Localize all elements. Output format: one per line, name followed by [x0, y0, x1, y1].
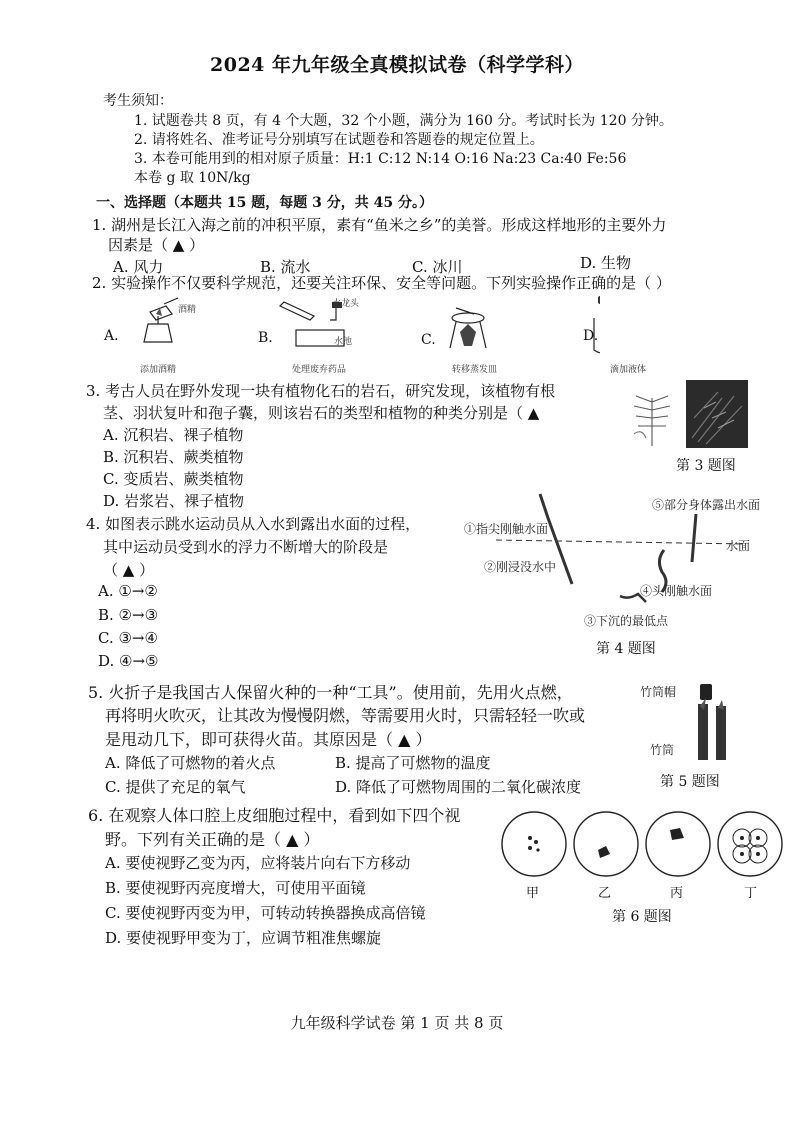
q4-caption: 第 4 题图	[596, 641, 656, 657]
q6-stem-line-2: 野。下列有关正确的是（ ▲ ）	[105, 830, 320, 849]
q6-caption: 第 6 题图	[612, 909, 672, 925]
q3-option-a: A. 沉积岩、裸子植物	[103, 426, 244, 444]
q4-label-5: ⑤部分身体露出水面	[652, 498, 761, 512]
q6-option-a: A. 要使视野乙变为丙，应将装片向右下方移动	[105, 854, 411, 872]
q3-option-c: C. 变质岩、蕨类植物	[103, 470, 244, 488]
notice-heading: 考生须知：	[103, 93, 173, 109]
water-surface-line	[496, 540, 746, 544]
q3-fossil-figure	[622, 378, 750, 450]
q5-stem-line-2: 再将明火吹灭，让其改为慢慢阴燃，等需要用火时，只需轻轻一吹或	[105, 706, 586, 725]
q4-label-2: ②刚浸没水中	[484, 560, 557, 574]
q2-option-d: D.	[583, 328, 599, 344]
q6-field-label-yi: 乙	[598, 886, 612, 901]
q4-stem-line-2: 其中运动员受到水的浮力不断增大的阶段是	[103, 538, 389, 556]
q4-label-3: ③下沉的最低点	[584, 614, 669, 628]
notice-line-1: 1. 试题卷共 8 页，有 4 个大题，32 个小题，满分为 160 分。考试时长为 120 分钟。	[134, 113, 673, 129]
q3-option-d: D. 岩浆岩、裸子植物	[103, 492, 245, 510]
q2-caption-c: 转移蒸发皿	[452, 365, 498, 375]
q2-caption-b: 处理废弃药品	[292, 365, 347, 375]
notice-line-4: 本卷 g 取 10N/kg	[134, 170, 251, 186]
q5-stem-line-3: 是甩动几下，即可获得火苗。其原因是（ ▲ ）	[105, 730, 432, 749]
q6-field-label-ding: 丁	[744, 886, 758, 901]
q3-stem-line-2: 茎、羽状复叶和孢子囊，则该岩石的类型和植物的种类分别是（ ▲	[103, 404, 540, 422]
q2-option-b: B.	[258, 330, 273, 346]
q6-stem-line-1: 6. 在观察人体口腔上皮细胞过程中，看到如下四个视	[88, 806, 461, 825]
q2-label-sink: 水池	[334, 337, 353, 347]
notice-line-2: 2. 请将姓名、准考证号分别填写在试题卷和答题卷的规定位置上。	[134, 132, 544, 148]
q6-option-c: C. 要使视野丙变为甲，可转动转换器换成高倍镜	[105, 904, 426, 922]
q1-option-d: D. 生物	[580, 254, 632, 272]
field-ding	[718, 812, 782, 876]
page-footer: 九年级科学试卷 第 1 页 共 8 页	[290, 1014, 504, 1032]
q5-stem-line-1: 5. 火折子是我国古人保留火种的一种“工具”。使用前，先用火点燃，	[88, 683, 573, 702]
q6-option-b: B. 要使视野丙亮度增大，可使用平面镜	[105, 879, 366, 897]
q3-option-b: B. 沉积岩、蕨类植物	[103, 448, 244, 466]
q4-label-1: ①指尖刚触水面	[464, 522, 549, 536]
q6-field-label-jia: 甲	[526, 886, 540, 901]
fossil-photo	[686, 380, 748, 448]
q5-label-tube: 竹筒	[650, 743, 675, 757]
tripod-figure	[450, 308, 486, 348]
q1-stem-line-1: 1. 湖州是长江入海之前的冲积平原，素有“鱼米之乡”的美誉。形成这样地形的主要外力	[92, 216, 667, 234]
page-title: 2024 年九年级全真模拟试卷（科学学科）	[210, 54, 584, 76]
q6-microscope-fields	[494, 808, 784, 880]
dropper-figure	[594, 296, 600, 353]
q5-option-a: A. 降低了可燃物的着火点	[105, 754, 276, 772]
alcohol-lamp-figure	[144, 298, 178, 342]
notice-line-3: 3. 本卷可能用到的相对原子质量：H:1 C:12 N:14 O:16 Na:23 Ca:40 Fe:56	[134, 151, 627, 167]
q2-caption-d: 滴加液体	[610, 365, 647, 375]
q4-option-d: D. ④→⑤	[98, 652, 159, 670]
q5-option-d: D. 降低了可燃物周围的二氧化碳浓度	[335, 778, 582, 796]
q5-option-c: C. 提供了充足的氧气	[105, 778, 246, 796]
q1-option-a: A. 风力	[113, 258, 164, 276]
bamboo-tube-2	[716, 706, 726, 760]
q4-stem-line-1: 4. 如图表示跳水运动员从入水到露出水面的过程，	[86, 515, 421, 533]
q1-option-c: C. 冰川	[412, 258, 463, 276]
q4-label-4: ④头刚触水面	[640, 584, 713, 598]
field-jia	[502, 812, 566, 876]
q2-stem: 2. 实验操作不仅要科学规范，还要关注环保、安全等问题。下列实验操作正确的是（ ）	[92, 274, 671, 292]
q1-option-b: B. 流水	[260, 258, 311, 276]
q3-caption: 第 3 题图	[676, 458, 736, 474]
q4-option-c: C. ③→④	[98, 629, 158, 647]
q5-option-b: B. 提高了可燃物的温度	[335, 754, 491, 772]
diver-stage-5	[692, 514, 696, 562]
q2-option-a: A.	[104, 328, 119, 344]
fern-sketch	[634, 396, 670, 446]
bamboo-cap	[700, 684, 712, 700]
q1-stem-line-2: 因素是（ ▲ ）	[108, 236, 205, 254]
q4-option-b: B. ②→③	[98, 606, 159, 624]
q5-label-cap: 竹筒帽	[640, 685, 677, 699]
q2-label-alcohol: 酒精	[178, 305, 197, 315]
bamboo-tube-1	[698, 704, 708, 760]
q5-fire-starter-figure	[690, 680, 740, 770]
q4-water-label: 水面	[726, 539, 751, 553]
q2-caption-a: 添加酒精	[140, 365, 177, 375]
q2-label-faucet: 水龙头	[332, 299, 360, 309]
q2-option-c: C.	[421, 332, 436, 348]
q5-caption: 第 5 题图	[660, 774, 720, 790]
q4-stem-line-3: （ ▲ ）	[103, 561, 155, 579]
q6-field-label-bing: 丙	[670, 886, 684, 901]
field-yi	[574, 812, 638, 876]
section-heading: 一、选择题（本题共 15 题，每题 3 分，共 45 分。）	[96, 195, 433, 211]
q6-option-d: D. 要使视野甲变为丁，应调节粗准焦螺旋	[105, 929, 382, 947]
q3-stem-line-1: 3. 考古人员在野外发现一块有植物化石的岩石，研究发现，该植物有根	[86, 382, 556, 400]
field-bing	[646, 812, 710, 876]
q4-option-a: A. ①→②	[98, 582, 158, 600]
